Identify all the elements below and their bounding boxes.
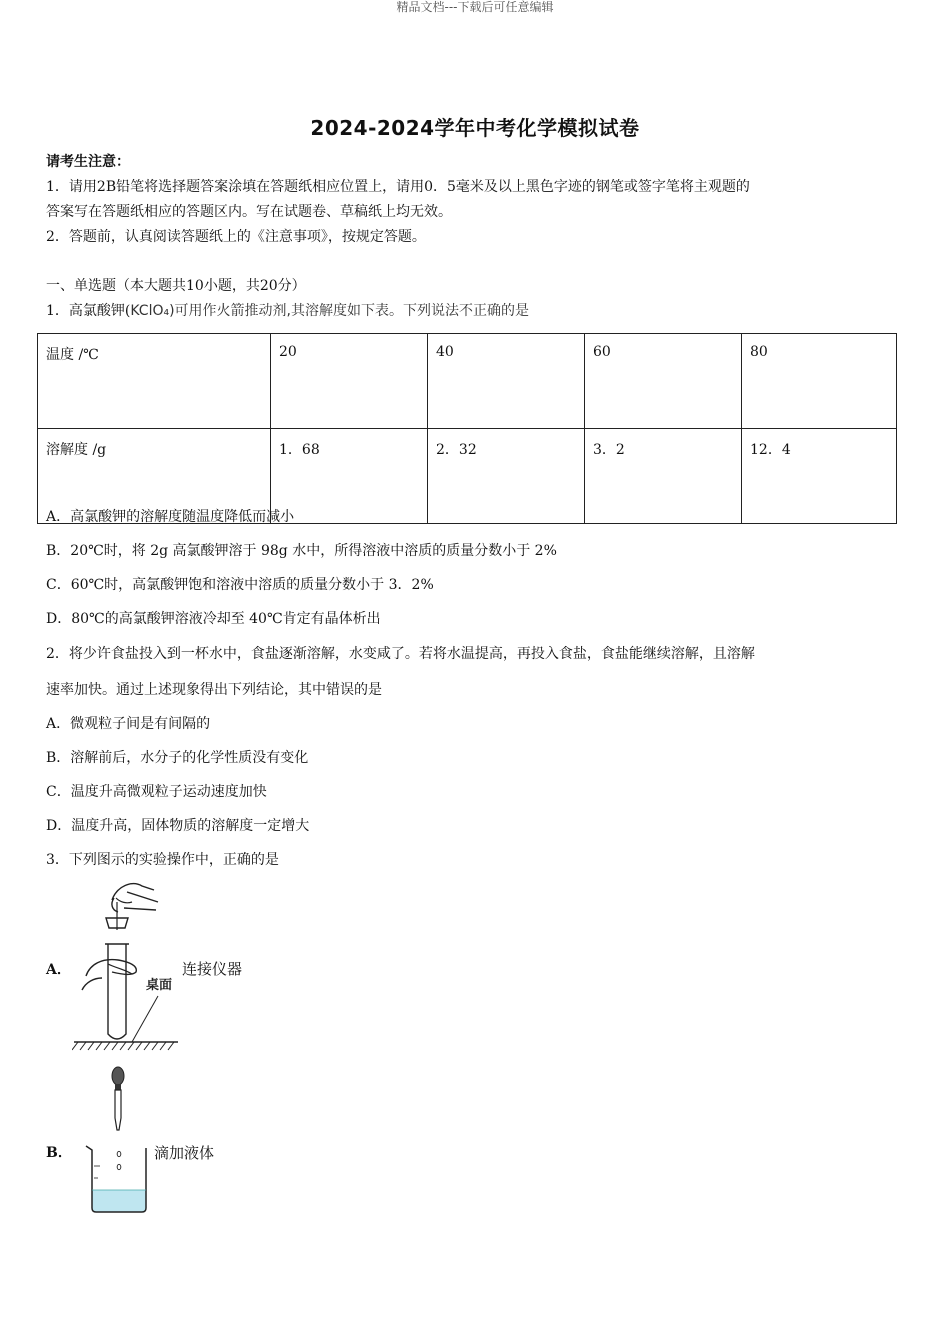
- table-cell: 3．2: [585, 429, 742, 524]
- table-cell: 80: [742, 334, 897, 429]
- q2-option-a: A．微观粒子间是有间隔的: [46, 716, 211, 732]
- q3-option-a-label: A．: [46, 962, 71, 978]
- q2-option-b: B．溶解前后，水分子的化学性质没有变化: [46, 750, 309, 766]
- table-cell: 12．4: [742, 429, 897, 524]
- q2-option-d: D．温度升高，固体物质的溶解度一定增大: [46, 818, 310, 834]
- notice-item-2: 2．答题前，认真阅读答题纸上的《注意事项》，按规定答题。: [46, 229, 426, 245]
- notice-item-1-line-1: 1．请用2B铅笔将选择题答案涂填在答题纸相应位置上，请用0．5毫米及以上黑色字迹的钢笔或签字笔将主观题的: [46, 179, 750, 195]
- header-note: 精品文档---下载后可任意编辑: [396, 0, 554, 14]
- table-cell: 2．32: [428, 429, 585, 524]
- connect-apparatus-figure: [72, 878, 182, 1054]
- question-1-text: KClO₄)可用作火箭推动剂,其溶解度如下表。下列说法不正确的是: [130, 303, 529, 319]
- q1-option-a: A．高氯酸钾的溶解度随温度降低而减小: [46, 509, 295, 525]
- q3-option-b-label: B．: [46, 1145, 72, 1161]
- solubility-table: [37, 333, 897, 524]
- table-cell: 温度 /℃: [38, 334, 271, 429]
- q1-option-d: D．80℃的高氯酸钾溶液冷却至 40℃肯定有晶体析出: [46, 611, 381, 627]
- add-liquid-figure: [80, 1066, 150, 1218]
- table-row: [38, 334, 897, 429]
- question-3-stem: 3．下列图示的实验操作中，正确的是: [46, 852, 279, 868]
- q3-option-a-caption: 连接仪器: [182, 960, 243, 978]
- question-1-number: 1．高氯酸钾(: [46, 303, 131, 319]
- q2-option-c: C．温度升高微观粒子运动速度加快: [46, 784, 267, 800]
- table-cell: 60: [585, 334, 742, 429]
- desk-label: 桌面: [146, 978, 173, 993]
- page-title: 2024-2024学年中考化学模拟试卷: [310, 116, 640, 140]
- section-heading: 一、单选题（本大题共10小题，共20分）: [46, 278, 306, 294]
- q1-option-c: C．60℃时，高氯酸钾饱和溶液中溶质的质量分数小于 3．2%: [46, 577, 434, 593]
- notice-item-1-line-2: 答案写在答题纸相应的答题区内。写在试题卷、草稿纸上均无效。: [46, 204, 452, 220]
- q1-option-b: B．20℃时，将 2g 高氯酸钾溶于 98g 水中，所得溶液中溶质的质量分数小于 2%: [46, 543, 557, 559]
- question-2-stem-line-1: 2．将少许食盐投入到一杯水中，食盐逐渐溶解，水变咸了。若将水温提高，再投入食盐，食盐能继续溶解，且溶解: [46, 646, 755, 662]
- question-2-stem-line-2: 速率加快。通过上述现象得出下列结论，其中错误的是: [46, 682, 382, 698]
- table-cell: 20: [271, 334, 428, 429]
- table-cell: 40: [428, 334, 585, 429]
- table-cell: 1．68: [271, 429, 428, 524]
- question-1-stem: [46, 301, 529, 321]
- notice-heading: 请考生注意：: [46, 154, 130, 170]
- q3-option-b-caption: 滴加液体: [154, 1144, 215, 1162]
- table-cell: 溶解度 /g: [38, 429, 271, 524]
